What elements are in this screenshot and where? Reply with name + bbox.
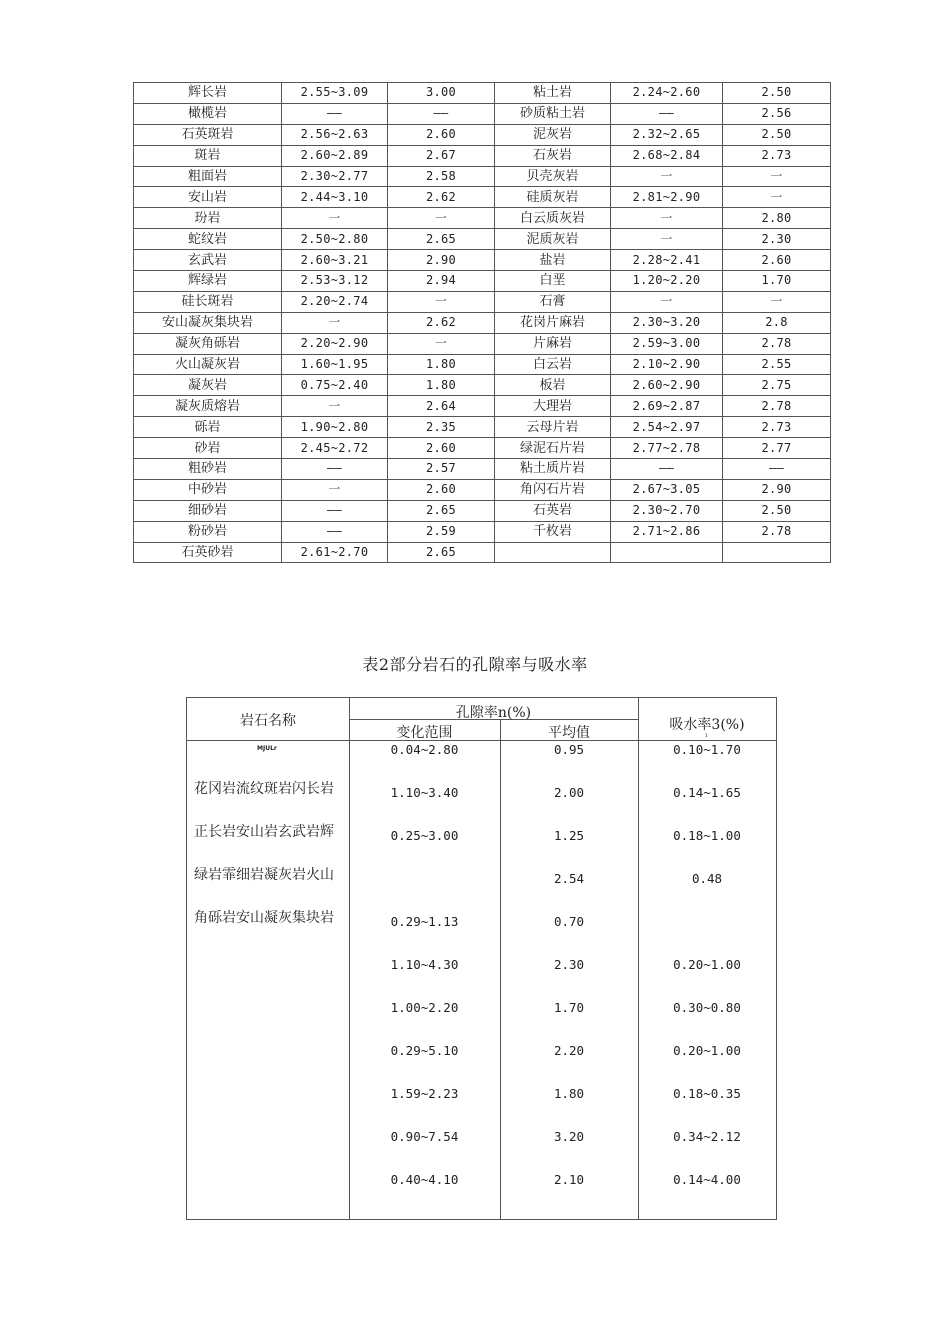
rock-name-cell: 绿泥石片岩	[495, 438, 611, 459]
density-average-cell: 2.90	[723, 479, 831, 500]
density-range-cell: 一	[611, 166, 723, 187]
density-average-cell: 3.00	[388, 83, 495, 104]
density-average-cell: 2.62	[388, 312, 495, 333]
density-average-cell: 2.64	[388, 396, 495, 417]
density-average-cell: 2.30	[723, 229, 831, 250]
density-average-cell: 2.58	[388, 166, 495, 187]
rock-name-cell: 粗面岩	[134, 166, 282, 187]
table-row	[134, 166, 831, 187]
rock-name-cell: 白云质灰岩	[495, 208, 611, 229]
rock-name-cell: 粉砂岩	[134, 521, 282, 542]
rock-name-cell: 砂岩	[134, 438, 282, 459]
absorption-cell: 0.20~1.00	[673, 1043, 741, 1058]
table-row	[134, 521, 831, 542]
rock-name-cell: 白云岩	[495, 354, 611, 375]
density-average-cell: 2.55	[723, 354, 831, 375]
density-range-cell: 2.30~2.77	[282, 166, 388, 187]
rock-name-cell: 贝壳灰岩	[495, 166, 611, 187]
range-cell: 1.00~2.20	[390, 1000, 459, 1015]
density-range-cell: 2.81~2.90	[611, 187, 723, 208]
absorption-cell: 0.18~0.35	[673, 1086, 741, 1101]
average-cell: 2.54	[553, 871, 585, 886]
density-range-cell: 2.44~3.10	[282, 187, 388, 208]
absorption-cell: 0.30~0.80	[673, 1000, 741, 1015]
density-range-cell: 一	[611, 208, 723, 229]
density-average-cell: 2.78	[723, 396, 831, 417]
rock-name-cell: 板岩	[495, 375, 611, 396]
rock-name-cell: 硅长斑岩	[134, 291, 282, 312]
table-row	[134, 500, 831, 521]
rock-name-cell: 辉长岩	[134, 83, 282, 104]
table-row	[134, 312, 831, 333]
density-range-cell: 2.68~2.84	[611, 145, 723, 166]
absorption-cell: 0.10~1.70	[673, 742, 741, 757]
absorption-cell: 0.14~4.00	[673, 1172, 741, 1187]
rock-name-cell: 粘土质片岩	[495, 459, 611, 480]
table-row	[134, 354, 831, 375]
rock-name-cell: 石膏	[495, 291, 611, 312]
density-average-cell: 2.80	[723, 208, 831, 229]
absorption-cell: 0.14~1.65	[673, 785, 741, 800]
rock-name-cell: 中砂岩	[134, 479, 282, 500]
density-range-cell: 2.24~2.60	[611, 83, 723, 104]
rock-name-cell: 花岗片麻岩	[495, 312, 611, 333]
density-average-cell: 2.65	[388, 229, 495, 250]
average-cell: 0.70	[553, 914, 585, 929]
density-average-cell: 2.78	[723, 521, 831, 542]
density-average-cell: 2.62	[388, 187, 495, 208]
density-range-cell: 1.60~1.95	[282, 354, 388, 375]
rock-names-line: 花冈岩流纹斑岩闪长岩	[194, 781, 334, 797]
range-cell: 0.40~4.10	[390, 1172, 459, 1187]
rock-names-line: 角砾岩安山凝灰集块岩	[194, 910, 334, 926]
density-average-cell: 2.35	[388, 417, 495, 438]
table-row	[134, 145, 831, 166]
table-row	[134, 229, 831, 250]
range-cell: 0.29~1.13	[390, 914, 459, 929]
rock-name-cell: 粗砂岩	[134, 459, 282, 480]
density-range-cell: ——	[282, 459, 388, 480]
absorption-cell: 0.18~1.00	[673, 828, 741, 843]
table-row	[134, 542, 831, 563]
density-average-cell: 2.90	[388, 250, 495, 271]
rock-name-cell: 凝灰质熔岩	[134, 396, 282, 417]
table-row	[134, 250, 831, 271]
rock-name-cell: 砾岩	[134, 417, 282, 438]
density-range-cell: 2.30~2.70	[611, 500, 723, 521]
table-row	[134, 479, 831, 500]
density-average-cell: 2.77	[723, 438, 831, 459]
density-average-cell: 2.73	[723, 145, 831, 166]
rock-name-cell: 云母片岩	[495, 417, 611, 438]
density-range-cell: 1.20~2.20	[611, 271, 723, 292]
table-row	[134, 438, 831, 459]
rock-name-cell: 安山凝灰集块岩	[134, 312, 282, 333]
density-average-cell: 2.50	[723, 500, 831, 521]
header-absorption: 吸水率3(%)	[669, 717, 745, 733]
range-cell: 0.29~5.10	[390, 1043, 459, 1058]
table-row	[134, 124, 831, 145]
density-range-cell: 2.59~3.00	[611, 333, 723, 354]
rock-name-cell: 片麻岩	[495, 333, 611, 354]
density-range-cell: ——	[282, 500, 388, 521]
average-cell: 1.80	[553, 1086, 585, 1101]
scan-artifact-text: MJULr	[257, 745, 277, 752]
density-range-cell: 一	[282, 396, 388, 417]
density-range-cell: 2.20~2.74	[282, 291, 388, 312]
rock-name-cell: 凝灰角砾岩	[134, 333, 282, 354]
table-row	[134, 459, 831, 480]
density-average-cell: ——	[723, 459, 831, 480]
rock-name-cell: 砂质粘土岩	[495, 103, 611, 124]
density-average-cell: 2.8	[723, 312, 831, 333]
rock-name-cell: 盐岩	[495, 250, 611, 271]
density-range-cell: 2.20~2.90	[282, 333, 388, 354]
density-range-cell: 2.45~2.72	[282, 438, 388, 459]
density-average-cell: 2.60	[388, 438, 495, 459]
range-cell: 1.10~4.30	[390, 957, 459, 972]
table-row	[134, 396, 831, 417]
density-range-cell: 2.54~2.97	[611, 417, 723, 438]
range-cell: 1.10~3.40	[390, 785, 459, 800]
density-range-cell: 1.90~2.80	[282, 417, 388, 438]
header-absorption-subscript: 1	[705, 733, 709, 739]
density-range-cell: 2.30~3.20	[611, 312, 723, 333]
rock-name-cell: 斑岩	[134, 145, 282, 166]
rock-name-cell: 千枚岩	[495, 521, 611, 542]
density-average-cell: 2.78	[723, 333, 831, 354]
density-range-cell: 2.28~2.41	[611, 250, 723, 271]
density-range-cell: 2.60~2.90	[611, 375, 723, 396]
table-row	[134, 271, 831, 292]
porosity-absorption-table	[186, 697, 777, 1220]
table2-title: 表2部分岩石的孔隙率与吸水率	[362, 655, 588, 674]
table-row	[134, 375, 831, 396]
average-cell: 2.10	[553, 1172, 585, 1187]
table-row	[134, 291, 831, 312]
header-average: 平均值	[548, 725, 590, 741]
range-cell: 1.59~2.23	[390, 1086, 459, 1101]
density-average-cell: 一	[723, 291, 831, 312]
density-range-cell: 2.71~2.86	[611, 521, 723, 542]
density-range-cell: ——	[611, 459, 723, 480]
rock-name-cell: 火山凝灰岩	[134, 354, 282, 375]
rock-name-cell: 粘土岩	[495, 83, 611, 104]
rock-name-cell: 橄榄岩	[134, 103, 282, 124]
rock-names-line: 正长岩安山岩玄武岩辉	[194, 824, 334, 840]
rock-name-cell: 辉绿岩	[134, 271, 282, 292]
average-cell: 3.20	[553, 1129, 585, 1144]
rock-name-cell: 大理岩	[495, 396, 611, 417]
density-range-cell: ——	[611, 103, 723, 124]
table-row	[134, 208, 831, 229]
density-average-cell: 2.60	[388, 124, 495, 145]
density-average-cell: 2.65	[388, 500, 495, 521]
header-range: 变化范围	[396, 725, 453, 741]
density-average-cell: 2.65	[388, 542, 495, 563]
density-range-cell: ——	[282, 521, 388, 542]
density-average-cell: 2.75	[723, 375, 831, 396]
density-average-cell: 1.80	[388, 354, 495, 375]
table-row	[134, 417, 831, 438]
rock-name-cell	[495, 542, 611, 563]
rock-names-cell	[194, 768, 344, 940]
rock-density-table	[133, 82, 831, 563]
average-cell: 2.00	[553, 785, 585, 800]
rock-name-cell: 玢岩	[134, 208, 282, 229]
range-cell: 0.90~7.54	[390, 1129, 459, 1144]
density-range-cell: 2.55~3.09	[282, 83, 388, 104]
table-row	[134, 333, 831, 354]
density-range-cell: ——	[282, 103, 388, 124]
density-range-cell: 2.60~2.89	[282, 145, 388, 166]
rock-name-cell: 泥灰岩	[495, 124, 611, 145]
density-average-cell: 2.59	[388, 521, 495, 542]
density-range-cell: 2.56~2.63	[282, 124, 388, 145]
average-cell: 2.20	[553, 1043, 585, 1058]
density-range-cell: 一	[611, 229, 723, 250]
density-range-cell: 一	[611, 291, 723, 312]
rock-name-cell: 石灰岩	[495, 145, 611, 166]
rock-name-cell: 玄武岩	[134, 250, 282, 271]
rock-name-cell: 角闪石片岩	[495, 479, 611, 500]
density-average-cell: 2.60	[388, 479, 495, 500]
density-range-cell: 2.67~3.05	[611, 479, 723, 500]
density-average-cell: 一	[388, 333, 495, 354]
rock-name-cell: 石英砂岩	[134, 542, 282, 563]
density-range-cell: 2.32~2.65	[611, 124, 723, 145]
average-cell: 1.70	[553, 1000, 585, 1015]
density-range-cell: 2.69~2.87	[611, 396, 723, 417]
rock-name-cell: 硅质灰岩	[495, 187, 611, 208]
rock-density-table-body	[134, 83, 831, 563]
range-cell: 0.04~2.80	[390, 742, 459, 757]
absorption-cell: 0.48	[691, 871, 723, 886]
density-average-cell: 2.50	[723, 124, 831, 145]
density-average-cell: 一	[723, 187, 831, 208]
table-row	[134, 103, 831, 124]
density-average-cell: 2.56	[723, 103, 831, 124]
rock-name-cell: 石英斑岩	[134, 124, 282, 145]
rock-name-cell: 蛇纹岩	[134, 229, 282, 250]
density-average-cell: 1.80	[388, 375, 495, 396]
density-average-cell: 2.73	[723, 417, 831, 438]
density-range-cell: 2.53~3.12	[282, 271, 388, 292]
rock-name-cell: 细砂岩	[134, 500, 282, 521]
density-average-cell: 一	[723, 166, 831, 187]
table-row	[134, 83, 831, 104]
density-range-cell: 2.60~3.21	[282, 250, 388, 271]
rock-name-cell: 凝灰岩	[134, 375, 282, 396]
density-range-cell: 2.10~2.90	[611, 354, 723, 375]
rock-name-cell: 白垩	[495, 271, 611, 292]
absorption-cell: 0.20~1.00	[673, 957, 741, 972]
density-average-cell: 2.50	[723, 83, 831, 104]
density-average-cell: 一	[388, 208, 495, 229]
density-range-cell	[611, 542, 723, 563]
density-average-cell: 2.94	[388, 271, 495, 292]
density-average-cell	[723, 542, 831, 563]
density-range-cell: 2.50~2.80	[282, 229, 388, 250]
average-cell: 1.25	[553, 828, 585, 843]
absorption-cell: 0.34~2.12	[673, 1129, 741, 1144]
density-average-cell: 2.60	[723, 250, 831, 271]
rock-name-cell: 安山岩	[134, 187, 282, 208]
rock-names-line: 绿岩霏细岩凝灰岩火山	[194, 867, 334, 883]
average-cell: 2.30	[553, 957, 585, 972]
density-range-cell: 0.75~2.40	[282, 375, 388, 396]
average-cell: 0.95	[553, 742, 585, 757]
density-average-cell: 一	[388, 291, 495, 312]
range-cell: 0.25~3.00	[390, 828, 459, 843]
density-average-cell: 2.67	[388, 145, 495, 166]
rock-name-cell: 石英岩	[495, 500, 611, 521]
density-range-cell: 2.61~2.70	[282, 542, 388, 563]
density-average-cell: 2.57	[388, 459, 495, 480]
header-rock-name: 岩石名称	[240, 713, 296, 729]
header-porosity: 孔隙率n(%)	[455, 705, 532, 721]
rock-name-cell: 泥质灰岩	[495, 229, 611, 250]
density-range-cell: 2.77~2.78	[611, 438, 723, 459]
table-row	[134, 187, 831, 208]
density-average-cell: 1.70	[723, 271, 831, 292]
density-range-cell: 一	[282, 312, 388, 333]
density-range-cell: 一	[282, 479, 388, 500]
density-average-cell: ——	[388, 103, 495, 124]
density-range-cell: 一	[282, 208, 388, 229]
